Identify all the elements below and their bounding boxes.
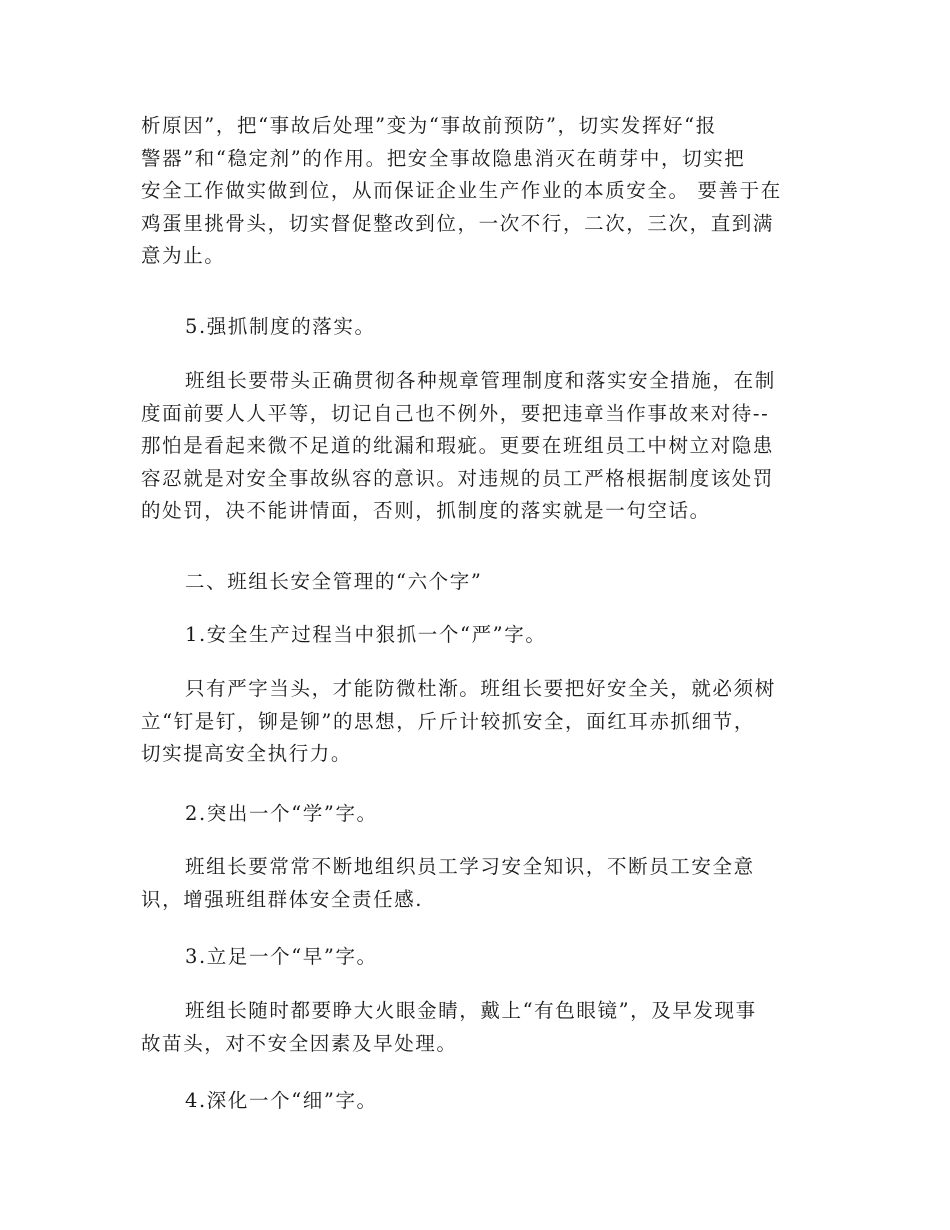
text-line: 班组长要带头正确贯彻各种规章管理制度和落实安全措施，在制 bbox=[185, 369, 776, 392]
text-line: 4.深化一个“细”字。 bbox=[185, 1089, 378, 1112]
text-line: 识，增强班组群体安全责任感. bbox=[141, 887, 424, 911]
text-line: 班组长要常常不断地组织员工学习安全知识，不断员工安全意 bbox=[185, 855, 755, 878]
text-line: 度面前要人人平等，切记自己也不例外，要把违章当作事故来对待-- bbox=[141, 401, 770, 425]
text-line: 意为止。 bbox=[141, 244, 226, 267]
section-heading-2 bbox=[141, 566, 811, 599]
text-line: 那怕是看起来微不足道的纰漏和瑕疵。更要在班组员工中树立对隐患 bbox=[141, 434, 775, 457]
subheading-5 bbox=[141, 311, 811, 344]
text-line: 只有严字当头，才能防微杜渐。班组长要把好安全关，就必须树 bbox=[185, 677, 776, 700]
text-line: 立“钉是钉，铆是铆”的思想，斤斤计较抓安全，面红耳赤抓细节， bbox=[141, 709, 755, 733]
paragraph-early bbox=[141, 995, 811, 1060]
text-line: 的处罚，决不能讲情面，否则，抓制度的落实就是一句空话。 bbox=[141, 499, 711, 522]
text-line: 班组长随时都要睁大火眼金睛，戴上“有色眼镜”，及早发现事 bbox=[185, 999, 757, 1022]
paragraph-strict bbox=[141, 673, 811, 771]
subheading-4 bbox=[141, 1085, 811, 1118]
paragraph-system-implementation bbox=[141, 365, 811, 528]
subheading-3 bbox=[141, 941, 811, 974]
text-line: 切实提高安全执行力。 bbox=[141, 742, 353, 765]
paragraph-learn bbox=[141, 851, 811, 916]
subheading-2 bbox=[141, 798, 811, 831]
text-line: 二、班组长安全管理的“六个字” bbox=[185, 570, 483, 593]
text-line: 析原因”，把“事故后处理”变为“事故前预防”，切实发挥好“报 bbox=[141, 114, 717, 137]
subheading-1 bbox=[141, 619, 811, 652]
text-line: 警器”和“稳定剂”的作用。把安全事故隐患消灭在萌芽中，切实把 bbox=[141, 146, 746, 170]
text-line: 5.强抓制度的落实。 bbox=[185, 315, 376, 338]
text-line: 容忍就是对安全事故纵容的意识。对违规的员工严格根据制度该处罚 bbox=[141, 466, 775, 490]
text-line: 安全工作做实做到位，从而保证企业生产作业的本质安全。 要善于在 bbox=[141, 179, 782, 202]
text-line: 2.突出一个“学”字。 bbox=[185, 802, 378, 825]
text-line: 3.立足一个“早”字。 bbox=[185, 945, 378, 968]
text-line: 1.安全生产过程当中狠抓一个“严”字。 bbox=[185, 623, 547, 646]
paragraph-continued-cause-analysis bbox=[141, 110, 811, 273]
text-line: 鸡蛋里挑骨头，切实督促整改到位，一次不行，二次，三次，直到满 bbox=[141, 211, 775, 235]
text-line: 故苗头，对不安全因素及早处理。 bbox=[141, 1031, 458, 1055]
